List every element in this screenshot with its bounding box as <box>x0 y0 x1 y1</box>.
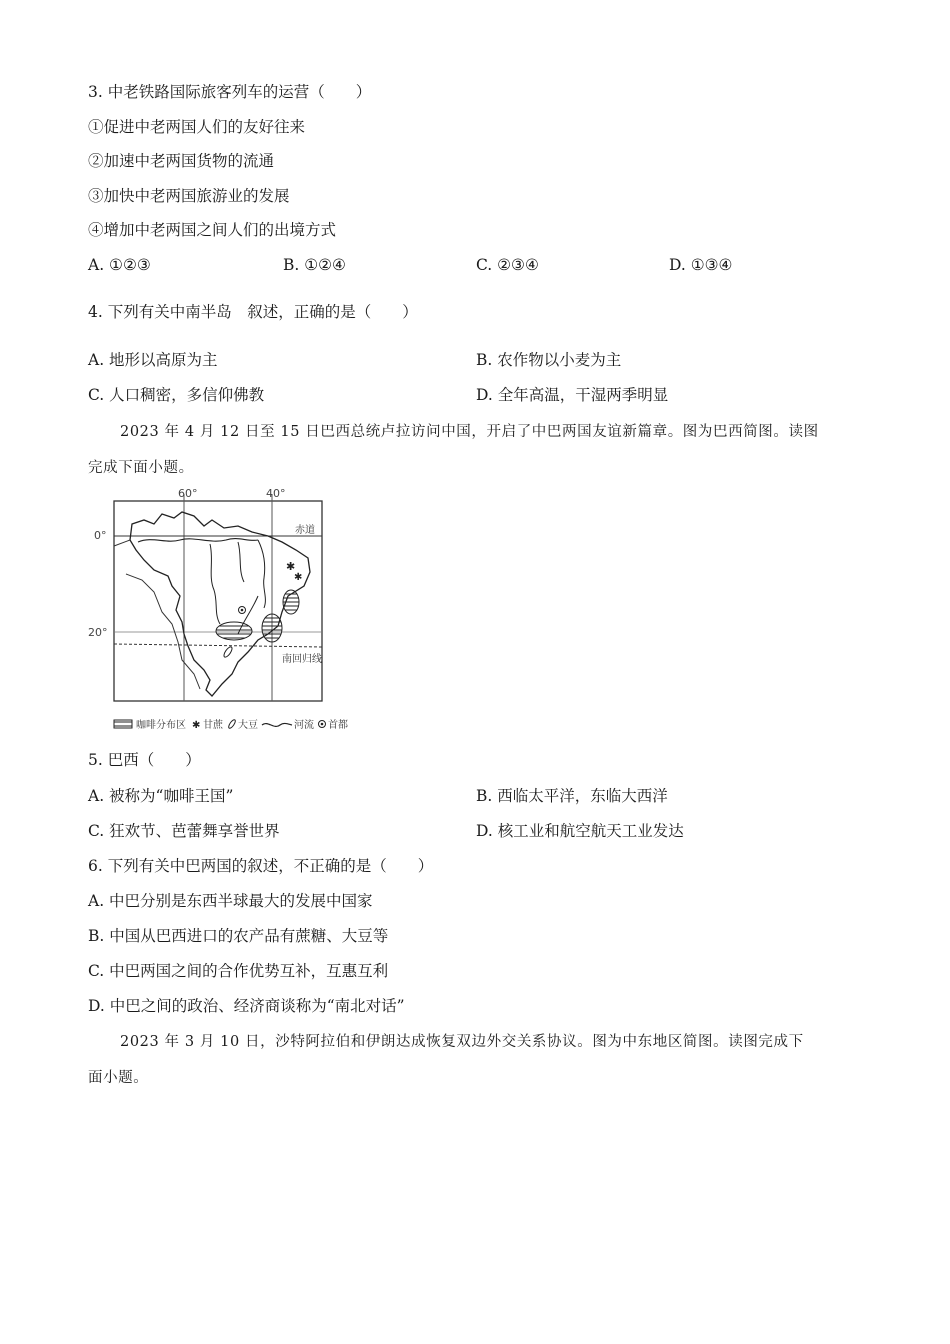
q5-option-a: A. 被称为“咖啡王国” <box>88 787 234 805</box>
soybean-symbol <box>223 646 234 659</box>
q3-option-a: A. ①②③ <box>88 256 151 274</box>
q3-option-b: B. ①②④ <box>283 256 346 274</box>
coffee-region-2 <box>262 614 282 642</box>
lat-0-label: 0° <box>94 529 107 542</box>
river-1 <box>210 544 220 624</box>
q4-option-d: D. 全年高温，干湿两季明显 <box>476 386 669 404</box>
river-3 <box>258 540 265 608</box>
coffee-region-1 <box>216 622 252 640</box>
q6-option-a: A. 中巴分别是东西半球最大的发展中国家 <box>88 892 373 910</box>
q3-item-3: ③加快中老两国旅游业的发展 <box>88 187 290 205</box>
legend-sugarcane-label: 甘蔗 <box>203 720 223 731</box>
legend-coffee-label: 咖啡分布区 <box>136 720 186 731</box>
mideast-intro-line1: 2023 年 3 月 10 日，沙特阿拉伯和伊朗达成恢复双边外交关系协议。图为中东地区简图。读图完成下 <box>120 1034 804 1050</box>
legend-capital-label: 首都 <box>328 720 348 731</box>
q3-item-1: ①促进中老两国人们的友好往来 <box>88 118 306 136</box>
coffee-region-3 <box>283 590 299 614</box>
legend-coffee-swatch <box>114 720 132 728</box>
q6-option-d: D. 中巴之间的政治、经济商谈称为“南北对话” <box>88 997 405 1015</box>
brazil-map <box>82 484 352 736</box>
q4-option-c: C. 人口稠密，多信仰佛教 <box>88 386 265 404</box>
tropic-label: 南回归线 <box>282 654 322 665</box>
q3-stem: 3. 中老铁路国际旅客列车的运营（ ） <box>88 83 372 101</box>
q4-option-a: A. 地形以高原为主 <box>88 351 218 369</box>
river-amazon <box>138 539 258 542</box>
q6-option-b: B. 中国从巴西进口的农产品有蔗糖、大豆等 <box>88 927 389 945</box>
q3-item-2: ②加速中老两国货物的流通 <box>88 152 275 170</box>
lon-40-label: 40° <box>266 487 286 500</box>
q5-stem: 5. 巴西（ ） <box>88 751 201 769</box>
q3-option-d: D. ①③④ <box>669 256 733 274</box>
q6-option-c: C. 中巴两国之间的合作优势互补，互惠互利 <box>88 962 389 980</box>
river-2 <box>238 542 244 582</box>
q5-option-d: D. 核工业和航空航天工业发达 <box>476 822 684 840</box>
lat-20-label: 20° <box>88 626 108 639</box>
legend-soybean-label: 大豆 <box>238 720 258 731</box>
lon-60-label: 60° <box>178 487 198 500</box>
mideast-intro-line2: 面小题。 <box>88 1070 149 1086</box>
q3-option-c: C. ②③④ <box>476 256 539 274</box>
tropic-line <box>114 644 322 647</box>
legend-river-label: 河流 <box>294 720 314 731</box>
map-legend <box>114 718 348 731</box>
q6-stem: 6. 下列有关中巴两国的叙述，不正确的是（ ） <box>88 857 434 875</box>
q4-option-b: B. 农作物以小麦为主 <box>476 351 622 369</box>
q5-option-b: B. 西临太平洋，东临大西洋 <box>476 787 668 805</box>
brazil-intro-line1: 2023 年 4 月 12 日至 15 日巴西总统卢拉访问中国，开启了中巴两国友谊新篇章。图为巴西简图。读图 <box>120 424 819 440</box>
sugarcane-symbol-2: ✱ <box>294 572 303 583</box>
q3-item-4: ④增加中老两国之间人们的出境方式 <box>88 221 337 239</box>
brazil-intro-line2: 完成下面小题。 <box>88 460 194 476</box>
legend-sugarcane-icon: ✱ <box>192 720 201 731</box>
q5-option-c: C. 狂欢节、芭蕾舞享誉世界 <box>88 822 280 840</box>
q4-stem: 4. 下列有关中南半岛 叙述，正确的是（ ） <box>88 303 418 321</box>
legend-soybean-icon <box>227 719 236 729</box>
brazil-map-svg <box>82 484 352 736</box>
legend-river-icon <box>262 723 292 726</box>
equator-label: 赤道 <box>295 525 315 536</box>
sugarcane-symbol-1: ✱ <box>286 560 296 573</box>
